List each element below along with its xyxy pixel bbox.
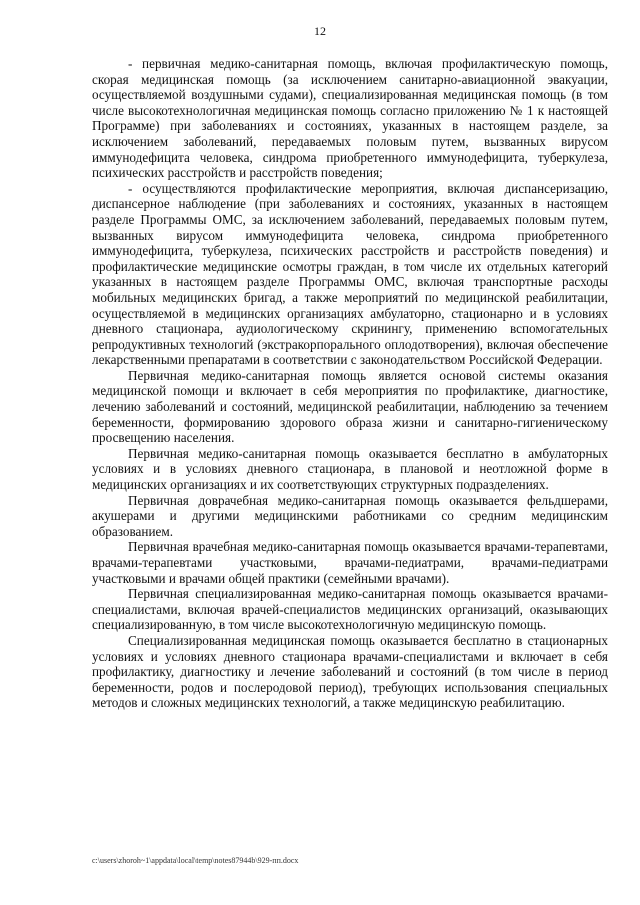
paragraph-item: Первичная медико-санитарная помощь является основой системы оказания медицинской помощи и включает в себя мероприятия по профилактике, диагностике, лечению заболеваний и состояний, медицинской реабилитации, наблюдению за течением беременности, формированию здорового образа жизни и санитарно-гигиеническому просвещению населения.: [92, 367, 608, 446]
paragraph-item: - осуществляются профилактические мероприятия, включая диспансеризацию, диспансерное наблюдение (при заболеваниях и состояниях, указанных в настоящем разделе Программы ОМС, за исключением заболеваний, передаваемых половым путем, вызванных вирусом иммунодефицита человека, синдрома приобретенного иммунодефицита, туберкулеза, психических расстройств и расстройств поведения) и профилактические медицинские осмотры граждан, в том числе их отдельных категорий указанных в настоящем разделе Программы ОМС, включая транспортные расходы мобильных медицинских бригад, а также мероприятий по медицинской реабилитации, осуществляемой в медицинских организациях амбулаторно, стационарно и в условиях дневного стационара, аудиологическому скринингу, применению вспомогательных репродуктивных технологий (экстракорпорального оплодотворения), включая обеспечение лекарственными препаратами в соответствии с законодательством Российской Федерации.: [92, 180, 608, 368]
footer-file-path: c:\users\zhoroh~1\appdata\local\temp\notes87944b\929-пп.docx: [92, 856, 299, 865]
page-number: 12: [314, 24, 326, 38]
paragraph-item: Первичная специализированная медико-санитарная помощь оказывается врачами-специалистами, включая врачей-специалистов медицинских организаций, оказывающих специализированную, в том числе высокотехнологичную медицинскую помощь.: [92, 586, 608, 633]
paragraph-item: Специализированная медицинская помощь оказывается бесплатно в стационарных условиях и условиях дневного стационара врачами-специалистами и включает в себя профилактику, диагностику и лечение заболеваний и состояний (в том числе в период беременности, родов и послеродовой период), требующих использования специальных методов и сложных медицинских технологий, а также медицинскую реабилитацию.: [92, 632, 608, 711]
paragraph-item: Первичная доврачебная медико-санитарная помощь оказывается фельдшерами, акушерами и другими медицинскими работниками со средним медицинским образованием.: [92, 492, 608, 539]
paragraph-item: - первичная медико-санитарная помощь, включая профилактическую помощь, скорая медицинская помощь (за исключением санитарно-авиационной эвакуации, осуществляемой воздушными судами), специализированная медицинская помощь (в том числе высокотехнологичная медицинская помощь согласно приложению № 1 к настоящей Программе) при заболеваниях и состояниях, указанных в настоящем разделе, за исключением заболеваний, передаваемых половым путем, вызванных вирусом иммунодефицита человека, синдрома приобретенного иммунодефицита, туберкулеза, психических расстройств и расстройств поведения;: [92, 56, 608, 181]
paragraph-item: Первичная медико-санитарная помощь оказывается бесплатно в амбулаторных условиях и в условиях дневного стационара, в плановой и неотложной форме в медицинских организациях и их соответствующих структурных подразделениях.: [92, 445, 608, 493]
paragraph-item: Первичная врачебная медико-санитарная помощь оказывается врачами-терапевтами, врачами-терапевтами участковыми, врачами-педиатрами, врачами-педиатрами участковыми и врачами общей практики (семейными врачами).: [92, 539, 608, 586]
document-body: [92, 56, 608, 711]
